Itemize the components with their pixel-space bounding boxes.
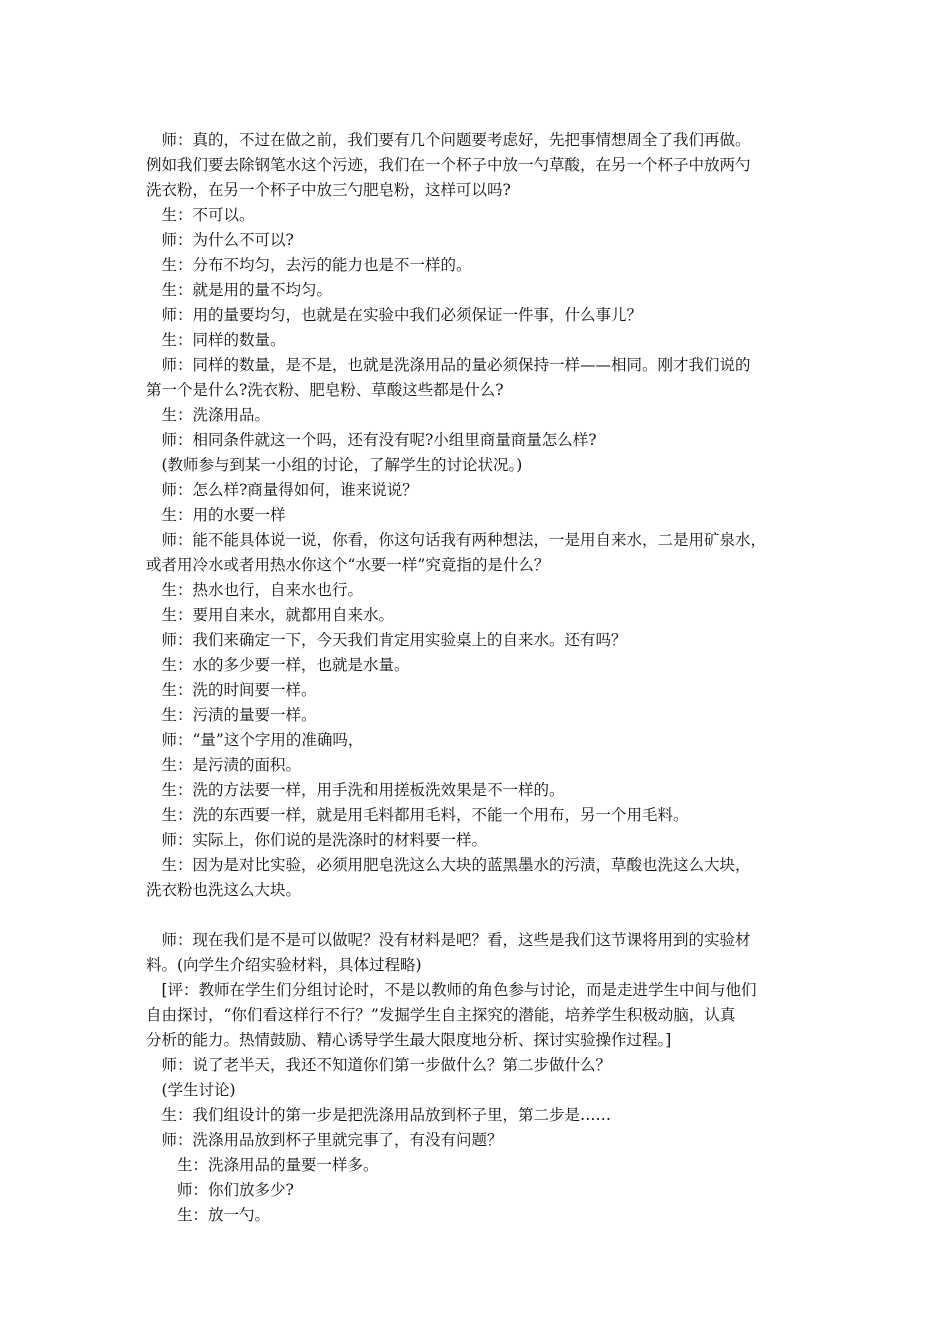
text-line: 生：洗的方法要一样，用手洗和用搓板洗效果是不一样的。 — [146, 781, 565, 799]
text-line: 师：用的量要均匀，也就是在实验中我们必须保证一件事，什么事儿？ — [146, 306, 643, 324]
text-line: 师：实际上，你们说的是洗涤时的材料要一样。 — [146, 831, 488, 849]
text-line: 师：相同条件就这一个吗，还有没有呢?小组里商量商量怎么样? — [146, 431, 597, 449]
text-line: 洗衣粉，在另一个杯子中放三勺肥皂粉，这样可以吗? — [146, 181, 511, 199]
text-line: 师：为什么不可以? — [146, 231, 294, 249]
text-line: 师：真的，不过在做之前，我们要有几个问题要考虑好，先把事情想周全了我们再做。 — [146, 131, 751, 149]
text-line: 生：是污渍的面积。 — [146, 756, 302, 774]
text-line: 例如我们要去除钢笔水这个污迹，我们在一个杯子中放一勺草酸，在另一个杯子中放两勺 — [146, 156, 751, 174]
text-line: 生：用的水要一样 — [146, 506, 286, 524]
text-line: 师：你们放多少? — [146, 1181, 294, 1199]
text-line: 师：我们来确定一下，今天我们肯定用实验桌上的自来水。还有吗？ — [146, 631, 627, 649]
text-line: 生：不可以。 — [146, 206, 255, 224]
text-line: 师：怎么样?商量得如何，谁来说说？ — [146, 481, 418, 499]
text-line: 师：能不能具体说一说，你看，你这句话我有两种想法，一是用自来水，二是用矿泉水， — [146, 531, 767, 549]
text-line: 或者用冷水或者用热水你这个“水要一样”究竟指的是什么？ — [146, 556, 550, 574]
text-line: 生：因为是对比实验，必须用肥皂洗这么大块的蓝黑墨水的污渍，草酸也洗这么大块， — [146, 856, 751, 874]
text-line: 师：现在我们是不是可以做呢？没有材料是吧？看，这些是我们这节课将用到的实验材 — [146, 931, 751, 949]
text-line: 师：“量”这个字用的准确吗， — [146, 731, 364, 749]
text-line: 生：同样的数量。 — [146, 331, 286, 349]
text-line: 洗衣粉也洗这么大块。 — [146, 881, 302, 899]
text-line: 生：洗的东西要一样，就是用毛料都用毛料，不能一个用布，另一个用毛料。 — [146, 806, 689, 824]
text-line: 第一个是什么?洗衣粉、肥皂粉、草酸这些都是什么? — [146, 381, 504, 399]
text-line: 生：要用自来水，就都用自来水。 — [146, 606, 395, 624]
text-line: 生：水的多少要一样，也就是水量。 — [146, 656, 410, 674]
text-line: 师：洗涤用品放到杯子里就完事了，有没有问题？ — [146, 1131, 503, 1149]
text-line: [评：教师在学生们分组讨论时，不是以教师的角色参与讨论，而是走进学生中间与他们 — [146, 981, 757, 999]
text-line: 师：说了老半天，我还不知道你们第一步做什么？第二步做什么？ — [146, 1056, 612, 1074]
text-line: 生：我们组设计的第一步是把洗涤用品放到杯子里，第二步是…… — [146, 1106, 612, 1124]
text-line: 生：洗的时间要一样。 — [146, 681, 317, 699]
text-line: 生：分布不均匀，去污的能力也是不一样的。 — [146, 256, 472, 274]
text-line: 生：放一勺。 — [146, 1206, 271, 1224]
text-line: (教师参与到某一小组的讨论，了解学生的讨论状况。) — [146, 456, 523, 474]
text-line: 料。(向学生介绍实验材料，具体过程略) — [146, 956, 422, 974]
text-line: 分析的能力。热情鼓励、精心诱导学生最大限度地分析、探讨实验操作过程。] — [146, 1031, 672, 1049]
text-line: 生：热水也行，自来水也行。 — [146, 581, 364, 599]
text-line: 自由探讨，“你们看这样行不行？”发掘学生自主探究的潜能，培养学生积极动脑，认真 — [146, 1006, 736, 1024]
text-line: 生：洗涤用品的量要一样多。 — [146, 1156, 379, 1174]
text-line: 生：洗涤用品。 — [146, 406, 271, 424]
text-line: 师：同样的数量，是不是，也就是洗涤用品的量必须保持一样——相同。刚才我们说的 — [146, 356, 751, 374]
text-line: (学生讨论) — [146, 1081, 236, 1099]
text-line: 生：污渍的量要一样。 — [146, 706, 317, 724]
text-line: 生：就是用的量不均匀。 — [146, 281, 333, 299]
